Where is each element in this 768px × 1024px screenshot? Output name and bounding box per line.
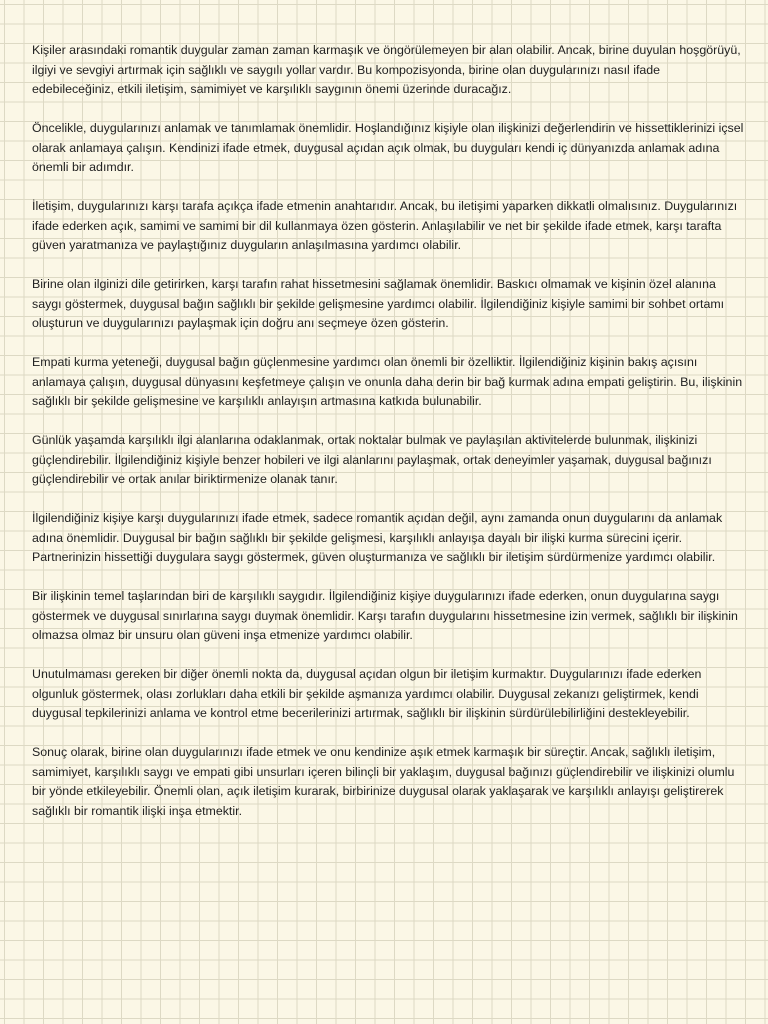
paragraph-2: Öncelikle, duygularınızı anlamak ve tanımlamak önemlidir. Hoşlandığınız kişiyle olan ilişkinizi değerlendirin ve hissettiklerinizi içsel olarak anlamaya çalışın. Kendinizi ifade etmek, duygusal açıdan açık olmak, bu duyguları kendi iç dünyanızda anlamak adına önemli bir adımdır.	[32, 121, 744, 174]
paragraph-9: Unutulmaması gereken bir diğer önemli nokta da, duygusal açıdan olgun bir iletişim kurmaktır. Duygularınızı ifade ederken olgunluk göstermek, olası zorlukları daha etkili bir şekilde aşmanıza yardımcı olabilir. Duygusal zekanızı geliştirmek, kendi duygusal tepkilerinizi anlama ve kontrol etme becerilerinizi artırmak, sağlıklı bir ilişkinin sürdürülebilirliğini destekleyebilir.	[32, 667, 702, 720]
paragraph-5: Empati kurma yeteneği, duygusal bağın güçlenmesine yardımcı olan önemli bir özelliktir. İlgilendiğiniz kişinin bakış açısını anlamaya çalışın, duygusal dünyasını keşfetmeye çalışın ve onunla daha derin bir bağ kurmak adına empati geliştirin. Bu, ilişkinin sağlıklı bir şekilde gelişmesine ve karşılıklı anlayışın artmasına katkıda bulunabilir.	[32, 355, 743, 408]
essay-page	[32, 41, 744, 841]
paragraph-4: Birine olan ilginizi dile getirirken, karşı tarafın rahat hissetmesini sağlamak önemlidir. Baskıcı olmamak ve kişinin özel alanına saygı göstermek, duygusal bağın sağlıklı bir şekilde gelişmesine yardımcı olabilir. İlgilendiğiniz kişiyle samimi bir sohbet ortamı oluşturun ve duygularınızı paylaşmak için doğru anı seçmeye özen gösterin.	[32, 277, 725, 330]
paragraph-6: Günlük yaşamda karşılıklı ilgi alanlarına odaklanmak, ortak noktalar bulmak ve paylaşılan aktivitelerde bulunmak, ilişkinizi güçlendirebilir. İlgilendiğiniz kişiyle benzer hobileri ve ilgi alanlarını paylaşmak, ortak deneyimler yaşamak, duygusal bağınızı güçlendirebilir ve ortak anılar biriktirmenize olanak tanır.	[32, 433, 712, 486]
paragraph-10: Sonuç olarak, birine olan duygularınızı ifade etmek ve onu kendinize aşık etmek karmaşık bir süreçtir. Ancak, sağlıklı iletişim, samimiyet, karşılıklı saygı ve empati gibi unsurları içeren bilinçli bir yaklaşım, duygusal bağınızı güçlendirebilir ve ilişkinizi olumlu bir yönde etkileyebilir. Önemli olan, açık iletişim kurarak, birbirinize duygusal olarak yaklaşarak ve karşılıklı anlayışı geliştirerek sağlıklı bir romantik ilişki inşa etmektir.	[32, 745, 735, 818]
paragraph-7: İlgilendiğiniz kişiye karşı duygularınızı ifade etmek, sadece romantik açıdan değil, aynı zamanda onun duygularını da anlamak adına önemlidir. Duygusal bir bağın sağlıklı bir şekilde gelişmesi, karşılıklı anlayışa dayalı bir ilişki kurma sürecini içerir. Partnerinizin hissettiği duygulara saygı göstermek, güven oluşturmanıza ve sağlıklı bir iletişim sürdürmenize yardımcı olabilir.	[32, 511, 723, 564]
paragraph-3: İletişim, duygularınızı karşı tarafa açıkça ifade etmenin anahtarıdır. Ancak, bu iletişimi yaparken dikkatli olmalısınız. Duygularınızı ifade ederken açık, samimi ve samimi bir dil kullanmaya özen gösterin. Anlaşılabilir ve net bir şekilde ifade etmek, karşı tarafta güven yaratmanıza ve paylaştığınız duyguların anlaşılmasına yardımcı olabilir.	[32, 199, 738, 252]
paragraph-8: Bir ilişkinin temel taşlarından biri de karşılıklı saygıdır. İlgilendiğiniz kişiye duygularınızı ifade ederken, onun duygularına saygı göstermek ve duygusal sınırlarına saygı duymak önemlidir. Karşı tarafın duygularını hissetmesine izin vermek, sağlıklı bir ilişkinin olmazsa olmaz bir unsuru olan güveni inşa etmenize yardımcı olabilir.	[32, 589, 738, 642]
paragraph-1: Kişiler arasındaki romantik duygular zaman zaman karmaşık ve öngörülemeyen bir alan olabilir. Ancak, birine duyulan hoşgörüyü, ilgiyi ve sevgiyi artırmak için sağlıklı ve saygılı yollar vardır. Bu kompozisyonda, birine olan duygularınızı nasıl ifade edebileceğiniz, etkili iletişim, samimiyet ve karşılıklı saygının önemi üzerinde duracağız.	[32, 43, 741, 96]
